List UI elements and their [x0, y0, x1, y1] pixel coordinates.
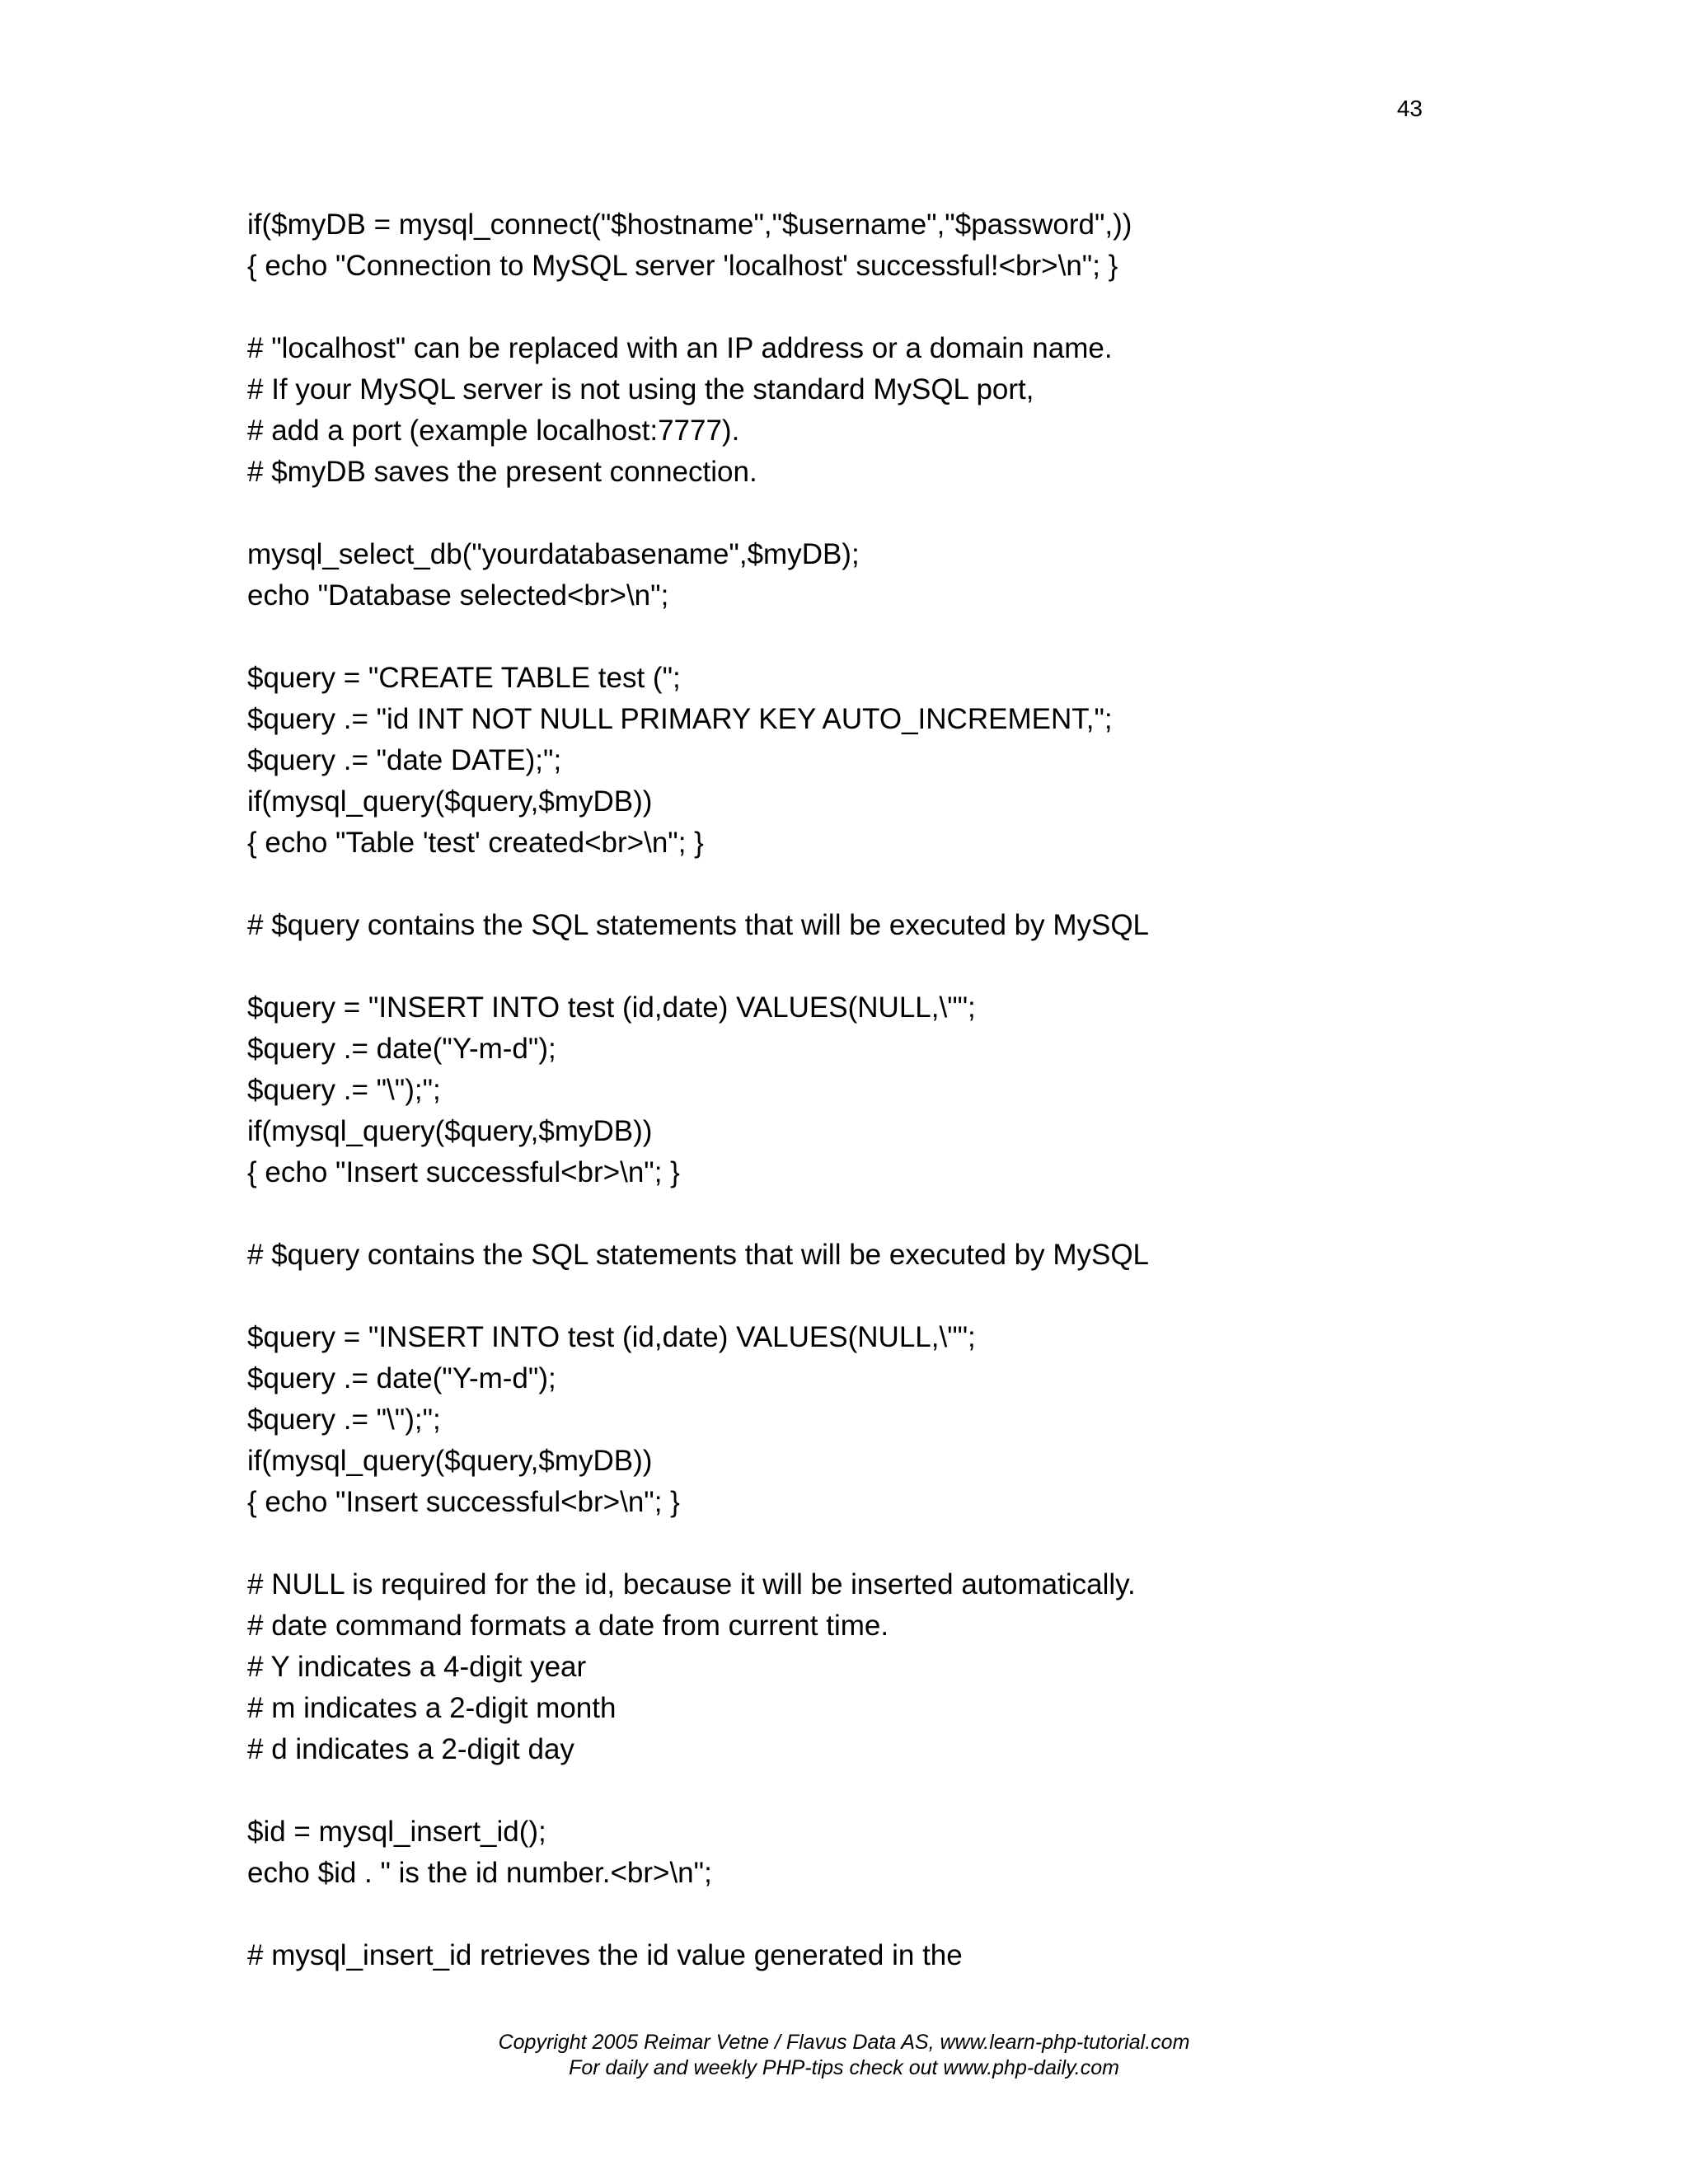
code-line: if(mysql_query($query,$myDB)): [247, 1445, 653, 1477]
comment-line: # $myDB saves the present connection.: [247, 456, 757, 488]
blank-line: [247, 1276, 1484, 1317]
comment-line: # m indicates a 2-digit month: [247, 1692, 617, 1724]
footer-copyright: Copyright 2005 Reimar Vetne / Flavus Data AS, www.learn-php-tutorial.com: [498, 2031, 1190, 2054]
blank-line: [247, 864, 1484, 905]
code-line: echo "Database selected<br>\n";: [247, 579, 669, 612]
code-line: { echo "Insert successful<br>\n"; }: [247, 1486, 680, 1518]
comment-line: # date command formats a date from current time.: [247, 1610, 889, 1642]
blank-line: [247, 1770, 1484, 1811]
code-line: $query = "CREATE TABLE test (";: [247, 662, 681, 694]
comment-line: # $query contains the SQL statements that will be executed by MySQL: [247, 909, 1150, 941]
comment-line: # "localhost" can be replaced with an IP address or a domain name.: [247, 332, 1113, 364]
code-line: { echo "Table 'test' created<br>\n"; }: [247, 827, 704, 859]
code-listing: [247, 204, 1484, 1976]
code-line: $query .= date("Y-m-d");: [247, 1033, 556, 1065]
comment-line: # NULL is required for the id, because it will be inserted automatically.: [247, 1568, 1136, 1601]
blank-line: [247, 1894, 1484, 1935]
blank-line: [247, 1193, 1484, 1235]
code-line: $id = mysql_insert_id();: [247, 1816, 546, 1848]
footer-tips: For daily and weekly PHP-tips check out www.php-daily.com: [569, 2056, 1119, 2079]
blank-line: [247, 1523, 1484, 1564]
code-line: $query = "INSERT INTO test (id,date) VALUES(NULL,\"";: [247, 991, 976, 1024]
blank-line: [247, 493, 1484, 534]
code-line: $query = "INSERT INTO test (id,date) VALUES(NULL,\"";: [247, 1321, 976, 1353]
code-line: $query .= "\");";: [247, 1074, 441, 1106]
blank-line: [247, 946, 1484, 987]
code-line: if(mysql_query($query,$myDB)): [247, 785, 653, 818]
code-line: { echo "Connection to MySQL server 'localhost' successful!<br>\n"; }: [247, 250, 1118, 282]
blank-line: [247, 287, 1484, 328]
code-line: echo $id . " is the id number.<br>\n";: [247, 1857, 712, 1889]
code-line: if(mysql_query($query,$myDB)): [247, 1115, 653, 1147]
code-line: $query .= date("Y-m-d");: [247, 1362, 556, 1394]
comment-line: # If your MySQL server is not using the standard MySQL port,: [247, 373, 1034, 405]
blank-line: [247, 616, 1484, 658]
code-line: if($myDB = mysql_connect("$hostname","$username","$password",)): [247, 209, 1132, 241]
code-line: { echo "Insert successful<br>\n"; }: [247, 1156, 680, 1188]
comment-line: # d indicates a 2-digit day: [247, 1733, 574, 1765]
comment-line: # add a port (example localhost:7777).: [247, 415, 740, 447]
code-line: $query .= "\");";: [247, 1404, 441, 1436]
comment-line: # mysql_insert_id retrieves the id value generated in the: [247, 1939, 963, 1971]
comment-line: # $query contains the SQL statements that will be executed by MySQL: [247, 1239, 1150, 1271]
comment-line: # Y indicates a 4-digit year: [247, 1651, 587, 1683]
code-line: $query .= "date DATE);";: [247, 744, 562, 776]
code-line: $query .= "id INT NOT NULL PRIMARY KEY AUTO_INCREMENT,";: [247, 703, 1113, 735]
page-number: 43: [1396, 96, 1423, 121]
page-footer: [0, 2030, 1688, 2081]
code-line: mysql_select_db("yourdatabasename",$myDB);: [247, 538, 860, 570]
